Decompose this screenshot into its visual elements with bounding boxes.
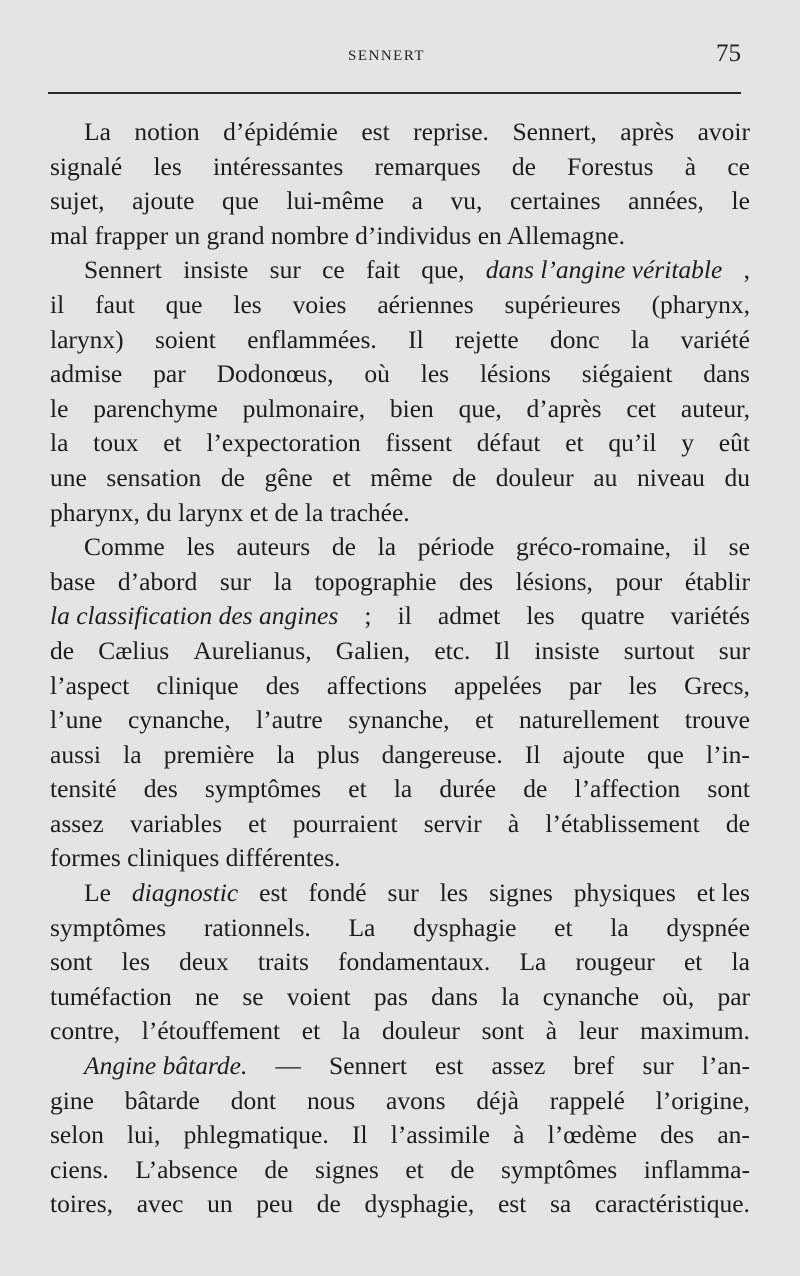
word: ciens. <box>50 1154 109 1184</box>
word: la <box>610 912 629 942</box>
word: bien <box>389 393 434 423</box>
word: affections <box>326 670 427 700</box>
text-line <box>50 1118 750 1153</box>
word: deux <box>179 947 229 977</box>
word: assez <box>50 808 104 838</box>
word: lui-même <box>286 186 385 216</box>
word: que <box>221 186 259 216</box>
word: pharynx, du larynx et de la trachée. <box>50 497 410 527</box>
word: à <box>545 1016 558 1046</box>
word: Sennert <box>84 255 162 285</box>
word: Il <box>351 1120 368 1150</box>
word: nous <box>306 1085 356 1115</box>
word: du <box>724 462 750 492</box>
word: d’abord <box>117 566 198 596</box>
word: les <box>628 670 657 700</box>
word: certaines <box>509 186 601 216</box>
word: bref <box>573 1051 615 1081</box>
word: l’œdème <box>547 1120 637 1150</box>
word: insiste <box>534 635 600 665</box>
word: Il <box>408 324 424 354</box>
word: première <box>163 739 255 769</box>
word: de <box>523 774 548 804</box>
word: ce <box>727 151 750 181</box>
text-line <box>50 426 750 461</box>
word: ce <box>322 255 345 285</box>
word: l’an- <box>701 1051 750 1081</box>
word: et <box>248 808 267 838</box>
word: lésions, <box>515 566 593 596</box>
word: des <box>660 1120 695 1150</box>
word: topographie <box>314 566 437 596</box>
word: clinique <box>156 670 239 700</box>
word: signalé <box>50 151 123 181</box>
word: donc <box>549 324 600 354</box>
word: établir <box>684 566 750 596</box>
word: l’affection <box>574 774 681 804</box>
word: L’absence <box>135 1154 238 1184</box>
word: des <box>459 566 494 596</box>
word: mal frapper un grand nombre d’individus en Allemagne. <box>50 220 626 250</box>
word: cet <box>626 393 657 423</box>
word: enflammées. <box>247 324 377 354</box>
word: sur <box>269 255 301 285</box>
word: durée <box>439 774 497 804</box>
word: trouve <box>684 705 750 735</box>
word: au <box>593 462 618 492</box>
word: signes <box>489 878 553 908</box>
word: sur <box>642 1051 674 1081</box>
word: que, <box>458 393 502 423</box>
word: symptômes <box>501 1154 618 1184</box>
text-line <box>50 599 750 634</box>
word: douleur <box>495 462 574 492</box>
word: leur <box>578 1016 619 1046</box>
word: l’autre <box>256 705 323 735</box>
word: Cælius <box>98 635 170 665</box>
word: se <box>728 532 750 562</box>
word: , <box>743 255 750 285</box>
word: La <box>348 912 376 942</box>
word: Forestus <box>567 151 654 181</box>
word: admise <box>50 359 123 389</box>
word: sa <box>549 1189 572 1219</box>
word: et <box>163 428 182 458</box>
word: l’établissement <box>545 808 700 838</box>
word: l’origine, <box>655 1085 750 1115</box>
text-line <box>50 219 750 254</box>
word: de <box>264 1154 289 1184</box>
text-line <box>50 703 750 738</box>
word: Sennert, <box>512 117 597 146</box>
word: admet <box>437 601 501 631</box>
word: toires, <box>50 1189 114 1219</box>
word: Sennert <box>329 1051 407 1081</box>
word: Galien, <box>335 635 411 665</box>
word: les <box>233 289 262 319</box>
word: signes <box>315 1154 379 1184</box>
word: base <box>50 566 96 596</box>
word: l’in- <box>706 739 750 769</box>
word: phlegmatique. <box>183 1120 329 1150</box>
word: reprise. <box>413 117 489 146</box>
word: dangereuse. <box>381 739 503 769</box>
word: de <box>331 532 356 562</box>
word: cynanche, <box>127 705 231 735</box>
word: auteur, <box>680 393 750 423</box>
word: avons <box>386 1085 446 1115</box>
word: dyspnée <box>666 912 750 942</box>
word: et les <box>696 878 750 908</box>
text-line <box>50 496 750 531</box>
word: larynx) <box>50 324 124 354</box>
word: a <box>411 186 423 216</box>
word: variables <box>129 808 223 838</box>
word: symptômes <box>204 774 322 804</box>
text-line <box>50 1014 750 1049</box>
word: est <box>361 117 390 146</box>
word: caractéristique. <box>594 1189 750 1219</box>
word: rationnels. <box>203 912 311 942</box>
word: fait <box>366 255 400 285</box>
word: et <box>554 912 573 942</box>
word: Dodonœus, <box>216 359 334 389</box>
text-line <box>50 1187 750 1222</box>
text-line <box>50 634 750 669</box>
word: fissent <box>385 428 453 458</box>
word: naturellement <box>519 705 660 735</box>
text-line <box>50 357 750 392</box>
word: déjà <box>476 1085 519 1115</box>
word: des <box>265 670 300 700</box>
word: sur <box>718 635 750 665</box>
page-number: 75 <box>716 40 741 67</box>
text-line <box>50 738 750 773</box>
word: dans <box>703 359 750 389</box>
word: lésions <box>479 359 551 389</box>
word: de <box>511 151 536 181</box>
word: rappelé <box>549 1085 625 1115</box>
italic-word: la classification des angines <box>50 601 339 631</box>
word: voies <box>292 289 347 319</box>
word: y <box>681 428 695 458</box>
word: selon <box>50 1120 104 1150</box>
text-line <box>50 184 750 219</box>
word: et <box>348 774 367 804</box>
text-line <box>50 323 750 358</box>
word: l’assimile <box>390 1120 490 1150</box>
word: que <box>165 289 203 319</box>
word: dans <box>431 981 478 1011</box>
word: inflamma- <box>643 1154 750 1184</box>
word: rejette <box>454 324 519 354</box>
word: — <box>275 1051 301 1081</box>
text-line <box>50 150 750 185</box>
word: pulmonaire, <box>242 393 366 423</box>
word: et <box>301 1016 321 1046</box>
word: l’une <box>50 705 103 735</box>
word: le <box>50 393 69 423</box>
word: d’épidémie <box>223 117 338 146</box>
word: vu, <box>450 186 483 216</box>
word: maximum. <box>640 1016 750 1046</box>
word: et <box>332 462 351 492</box>
word: fondamentaux. <box>338 947 491 977</box>
word: Il <box>494 635 511 665</box>
word: symptômes <box>50 912 167 942</box>
word: la <box>377 532 397 562</box>
page-header <box>48 40 741 76</box>
word: formes cliniques différentes. <box>50 843 341 873</box>
body-text <box>50 115 750 1222</box>
word: douleur <box>381 1016 460 1046</box>
word: l’aspect <box>50 670 130 700</box>
word: de <box>725 808 750 838</box>
word: aussi <box>50 739 101 769</box>
word: soient <box>154 324 216 354</box>
word: l’étouffement <box>141 1016 281 1046</box>
word: synanche, <box>348 705 450 735</box>
word: les <box>439 878 469 908</box>
word: années, <box>628 186 704 216</box>
word: que <box>647 739 684 769</box>
running-head: SENNERT <box>348 48 426 64</box>
word: plus <box>316 739 360 769</box>
word: période <box>417 532 495 562</box>
italic-word: dans l’angine véritable <box>485 255 723 285</box>
word: les <box>121 947 150 977</box>
word: etc. <box>434 635 471 665</box>
text-line <box>50 980 750 1015</box>
word: eût <box>718 428 750 458</box>
text-line <box>50 288 750 323</box>
word: qu’il <box>608 428 657 458</box>
word: variété <box>680 324 750 354</box>
word: Il <box>524 739 541 769</box>
word: que, <box>421 255 465 285</box>
text-line <box>50 945 750 980</box>
word: par <box>717 981 750 1011</box>
word: La <box>519 947 547 977</box>
text-line <box>50 461 750 496</box>
word: la <box>393 774 413 804</box>
word: quatre <box>580 601 645 631</box>
word: ajoute <box>562 739 625 769</box>
word: la <box>341 1016 361 1046</box>
text-line <box>50 1153 750 1188</box>
word: rougeur <box>575 947 655 977</box>
word: gréco-romaine, <box>515 532 672 562</box>
word: défaut <box>476 428 541 458</box>
word: il <box>692 532 707 562</box>
text-line <box>50 392 750 427</box>
word: les <box>153 151 182 181</box>
text-line <box>50 1084 750 1119</box>
word: contre, <box>50 1016 121 1046</box>
word: les <box>420 359 450 389</box>
text-line <box>50 1049 750 1084</box>
word: est <box>435 1051 464 1081</box>
text-line <box>50 669 750 704</box>
word: gêne <box>264 462 313 492</box>
text-line <box>50 253 750 288</box>
word: les <box>186 532 215 562</box>
word: siégaient <box>581 359 673 389</box>
word: les <box>526 601 555 631</box>
word: un <box>207 1189 233 1219</box>
word: toux <box>93 428 139 458</box>
word: et <box>405 1154 424 1184</box>
word: à <box>684 151 697 181</box>
word: est <box>497 1189 527 1219</box>
text-line <box>50 530 750 565</box>
word: sensation <box>106 462 202 492</box>
word: sont <box>481 1016 525 1046</box>
word: traits <box>257 947 309 977</box>
word: la <box>276 739 295 769</box>
word: faut <box>95 289 135 319</box>
word: sont <box>50 947 93 977</box>
word: bâtarde <box>124 1085 200 1115</box>
word: ne <box>195 981 220 1011</box>
word: (pharynx, <box>651 289 750 319</box>
header-rule <box>48 92 741 94</box>
word: remarques <box>374 151 481 181</box>
word: à <box>507 808 520 838</box>
word: de <box>450 1154 475 1184</box>
word: se <box>242 981 264 1011</box>
word: la <box>50 428 69 458</box>
word: Le <box>84 878 111 908</box>
word: cynanche <box>542 981 640 1011</box>
word: et <box>565 428 584 458</box>
text-line <box>50 911 750 946</box>
word: et <box>475 705 494 735</box>
word: le <box>731 186 750 216</box>
word: niveau <box>636 462 705 492</box>
word: où, <box>662 981 695 1011</box>
word: à <box>513 1120 525 1150</box>
word: intéressantes <box>212 151 344 181</box>
word: variétés <box>670 601 750 631</box>
word: dysphagie <box>413 912 517 942</box>
word: l’expectoration <box>206 428 361 458</box>
word: la <box>123 739 142 769</box>
word: sujet, <box>50 186 105 216</box>
word: dont <box>230 1085 277 1115</box>
word: lui, <box>127 1120 161 1150</box>
word: des <box>143 774 178 804</box>
word: il <box>50 289 65 319</box>
word: de <box>316 1189 341 1219</box>
italic-word: Angine bâtarde. <box>84 1051 248 1081</box>
word: ; <box>364 601 372 631</box>
text-line <box>50 565 750 600</box>
word: insiste <box>183 255 249 285</box>
word: de <box>220 462 245 492</box>
word: auteurs <box>236 532 311 562</box>
word: voient <box>286 981 351 1011</box>
word: où <box>364 359 390 389</box>
word: notion <box>134 117 200 146</box>
word: la <box>273 566 293 596</box>
word: par <box>568 670 602 700</box>
word: an- <box>717 1120 750 1150</box>
word: pourraient <box>292 808 398 838</box>
word: Grecs, <box>684 670 750 700</box>
word: il <box>397 601 412 631</box>
word: appelées <box>454 670 542 700</box>
word: une <box>50 462 87 492</box>
text-line <box>50 115 750 150</box>
word: avoir <box>697 117 750 146</box>
word: fondé <box>308 878 367 908</box>
text-line <box>50 841 750 876</box>
word: Comme <box>84 532 165 562</box>
word: dysphagie, <box>364 1189 475 1219</box>
word: surtout <box>623 635 695 665</box>
word: d’après <box>526 393 602 423</box>
word: par <box>153 359 186 389</box>
word: aériennes <box>377 289 474 319</box>
word: avec <box>136 1189 184 1219</box>
word: la <box>630 324 650 354</box>
word: La <box>84 117 111 146</box>
word: parenchyme <box>93 393 218 423</box>
text-line <box>50 876 750 911</box>
word: et <box>683 947 703 977</box>
word: peu <box>256 1189 294 1219</box>
word: ajoute <box>132 186 195 216</box>
italic-word: diagnostic <box>131 878 239 908</box>
word: tensité <box>50 774 117 804</box>
word: sont <box>707 774 750 804</box>
word: sur <box>387 878 419 908</box>
word: assez <box>491 1051 546 1081</box>
text-line <box>50 807 750 842</box>
word: sur <box>219 566 252 596</box>
word: la <box>501 981 520 1011</box>
word: de <box>452 462 477 492</box>
word: après <box>620 117 675 146</box>
word: physiques <box>573 878 676 908</box>
word: de <box>50 635 75 665</box>
text-line <box>50 772 750 807</box>
word: la <box>731 947 750 977</box>
word: pour <box>615 566 663 596</box>
word: pas <box>373 981 408 1011</box>
word: Aurelianus, <box>193 635 312 665</box>
word: tuméfaction <box>50 981 172 1011</box>
word: servir <box>423 808 482 838</box>
word: supérieures <box>504 289 621 319</box>
word: est <box>259 878 288 908</box>
word: gine <box>50 1085 94 1115</box>
word: même <box>370 462 433 492</box>
